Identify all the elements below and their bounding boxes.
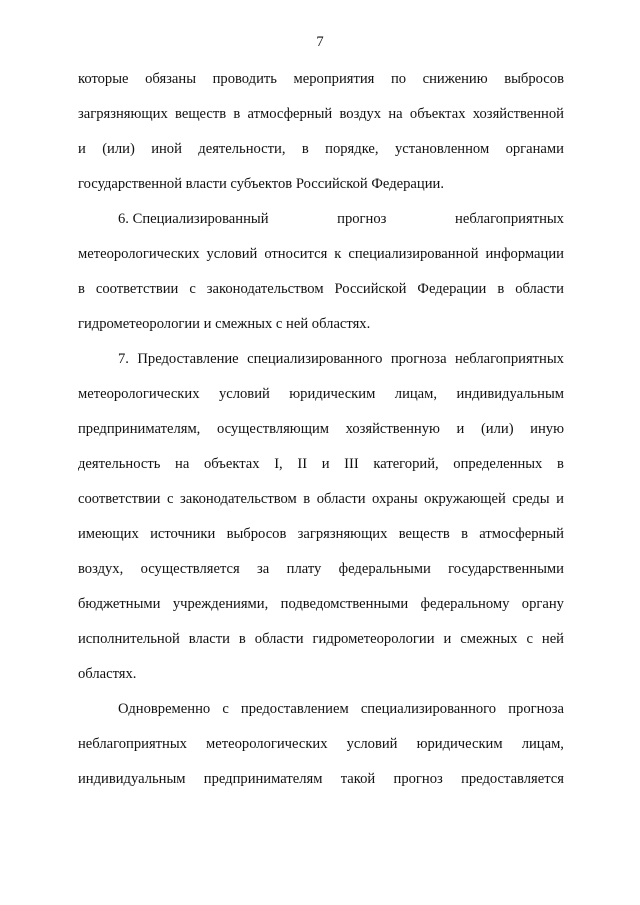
- word: с: [222, 701, 229, 717]
- word: Российской: [334, 281, 407, 297]
- word: выбросов: [226, 526, 287, 542]
- word: и: [456, 421, 465, 437]
- word: в: [78, 281, 85, 297]
- word: лицам,: [394, 386, 438, 402]
- text-line: [78, 770, 564, 788]
- word: Федерации: [417, 281, 487, 297]
- word: органами: [505, 141, 564, 157]
- word: воздух,: [78, 561, 124, 577]
- word: в: [303, 491, 311, 507]
- word: законодательством: [179, 491, 297, 507]
- word: индивидуальным: [78, 771, 186, 787]
- word: гидрометеорологии: [312, 631, 435, 647]
- word: области: [254, 631, 304, 647]
- word: органу: [521, 596, 564, 612]
- word: специализированного: [360, 701, 497, 717]
- word: относится: [264, 246, 328, 262]
- word: предпринимателям: [203, 771, 323, 787]
- word: федеральными: [338, 561, 431, 577]
- text-line: [78, 560, 564, 578]
- word: загрязняющих: [78, 106, 168, 122]
- word: индивидуальным: [456, 386, 564, 402]
- word: II: [297, 456, 308, 472]
- text-line: [78, 105, 564, 123]
- text-line: [78, 595, 564, 613]
- word: специализированного: [247, 351, 383, 367]
- word: прогноза: [508, 701, 564, 717]
- word: юридическим: [416, 736, 503, 752]
- word: Одновременно: [118, 701, 211, 717]
- text-line: [78, 315, 370, 333]
- word: к: [334, 246, 342, 262]
- word: охраны: [372, 491, 418, 507]
- text-line: [78, 245, 564, 263]
- word: снижению: [422, 71, 488, 87]
- word: гидрометеорологии и смежных с ней областях.: [78, 316, 371, 332]
- word: III: [344, 456, 359, 472]
- word: юридическим: [289, 386, 376, 402]
- word: объектах: [203, 456, 260, 472]
- word: смежных: [460, 631, 518, 647]
- word: неблагоприятных: [78, 736, 187, 752]
- text-line: [78, 455, 564, 473]
- word: власти: [188, 631, 230, 647]
- word: условий: [218, 386, 270, 402]
- word: соответствии: [95, 281, 179, 297]
- word: имеющих: [78, 526, 139, 542]
- word: по: [390, 71, 407, 87]
- word: информации: [485, 246, 564, 262]
- word: осуществляющим: [216, 421, 329, 437]
- word: бюджетными: [78, 596, 161, 612]
- word: неблагоприятных: [455, 211, 564, 227]
- word: ней: [541, 631, 564, 647]
- word: и: [443, 631, 452, 647]
- word: предоставлением: [240, 701, 349, 717]
- word: в: [556, 456, 564, 472]
- word: хозяйственной: [472, 106, 564, 122]
- word: проводить: [212, 71, 277, 87]
- word: иной: [151, 141, 182, 157]
- word: источники: [150, 526, 216, 542]
- text-line: [78, 525, 564, 543]
- word: в: [497, 281, 505, 297]
- text-line: [78, 140, 564, 158]
- word: выбросов: [504, 71, 564, 87]
- word: веществ: [398, 526, 450, 542]
- word: деятельность: [78, 456, 161, 472]
- word: окружающей: [424, 491, 506, 507]
- word: категорий,: [373, 456, 439, 472]
- word: деятельности,: [198, 141, 286, 157]
- word: которые: [78, 71, 129, 87]
- word: и: [78, 141, 86, 157]
- word: с: [166, 491, 174, 507]
- word: соответствии: [78, 491, 161, 507]
- text-line: [78, 385, 564, 403]
- word: государственными: [448, 561, 564, 577]
- word: учреждениями,: [172, 596, 269, 612]
- word: неблагоприятных: [455, 351, 564, 367]
- word: условий: [206, 246, 258, 262]
- text-line: [118, 210, 564, 228]
- word: атмосферный: [247, 106, 333, 122]
- text-line: [78, 630, 564, 648]
- word: государственной власти субъектов Российской Федерации.: [78, 176, 444, 192]
- word: мероприятия: [293, 71, 375, 87]
- word: (или): [480, 421, 514, 437]
- word: загрязняющих: [297, 526, 388, 542]
- text-line: [78, 420, 564, 438]
- word: областях.: [78, 666, 137, 682]
- word: 6. Специализированный: [118, 211, 269, 227]
- word: законодательством: [206, 281, 324, 297]
- word: с: [189, 281, 196, 297]
- word: иную: [530, 421, 564, 437]
- word: федеральному: [420, 596, 510, 612]
- text-line: [78, 735, 564, 753]
- word: исполнительной: [78, 631, 180, 647]
- page-number: 7: [316, 34, 324, 50]
- word: метеорологических: [206, 736, 328, 752]
- word: атмосферный: [479, 526, 564, 542]
- word: метеорологических: [78, 246, 200, 262]
- word: порядке,: [325, 141, 379, 157]
- word: подведомственными: [280, 596, 409, 612]
- word: среды: [512, 491, 550, 507]
- word: специализированной: [348, 246, 479, 262]
- word: хозяйственную: [345, 421, 440, 437]
- text-line: [118, 350, 564, 368]
- word: определенных: [453, 456, 543, 472]
- word: в: [233, 106, 241, 122]
- word: Предоставление: [137, 351, 239, 367]
- text-line: [118, 700, 564, 718]
- word: обязаны: [145, 71, 197, 87]
- word: прогноз: [393, 771, 443, 787]
- word: условий: [346, 736, 398, 752]
- word: в: [238, 631, 246, 647]
- word: воздух: [339, 106, 382, 122]
- word: с: [526, 631, 533, 647]
- word: и: [321, 456, 330, 472]
- word: предпринимателям,: [78, 421, 201, 437]
- word: прогноз: [337, 211, 387, 227]
- word: такой: [340, 771, 376, 787]
- word: области: [316, 491, 366, 507]
- text-line: [78, 280, 564, 298]
- word: веществ: [175, 106, 227, 122]
- word: лицам,: [521, 736, 564, 752]
- text-line: [78, 665, 136, 683]
- word: и: [556, 491, 564, 507]
- word: предоставляется: [461, 771, 564, 787]
- word: (или): [102, 141, 135, 157]
- word: на: [175, 456, 190, 472]
- word: за: [257, 561, 270, 577]
- text-line: [78, 70, 564, 88]
- word: в: [301, 141, 309, 157]
- word: прогноза: [390, 351, 447, 367]
- word: установленном: [394, 141, 490, 157]
- word: осуществляется: [140, 561, 240, 577]
- word: плату: [286, 561, 322, 577]
- word: на: [388, 106, 403, 122]
- word: I,: [274, 456, 283, 472]
- word: 7.: [118, 351, 129, 367]
- word: в: [461, 526, 468, 542]
- text-line: [78, 490, 564, 508]
- word: метеорологических: [78, 386, 200, 402]
- text-line: [78, 175, 444, 193]
- word: области: [515, 281, 564, 297]
- word: объектах: [409, 106, 466, 122]
